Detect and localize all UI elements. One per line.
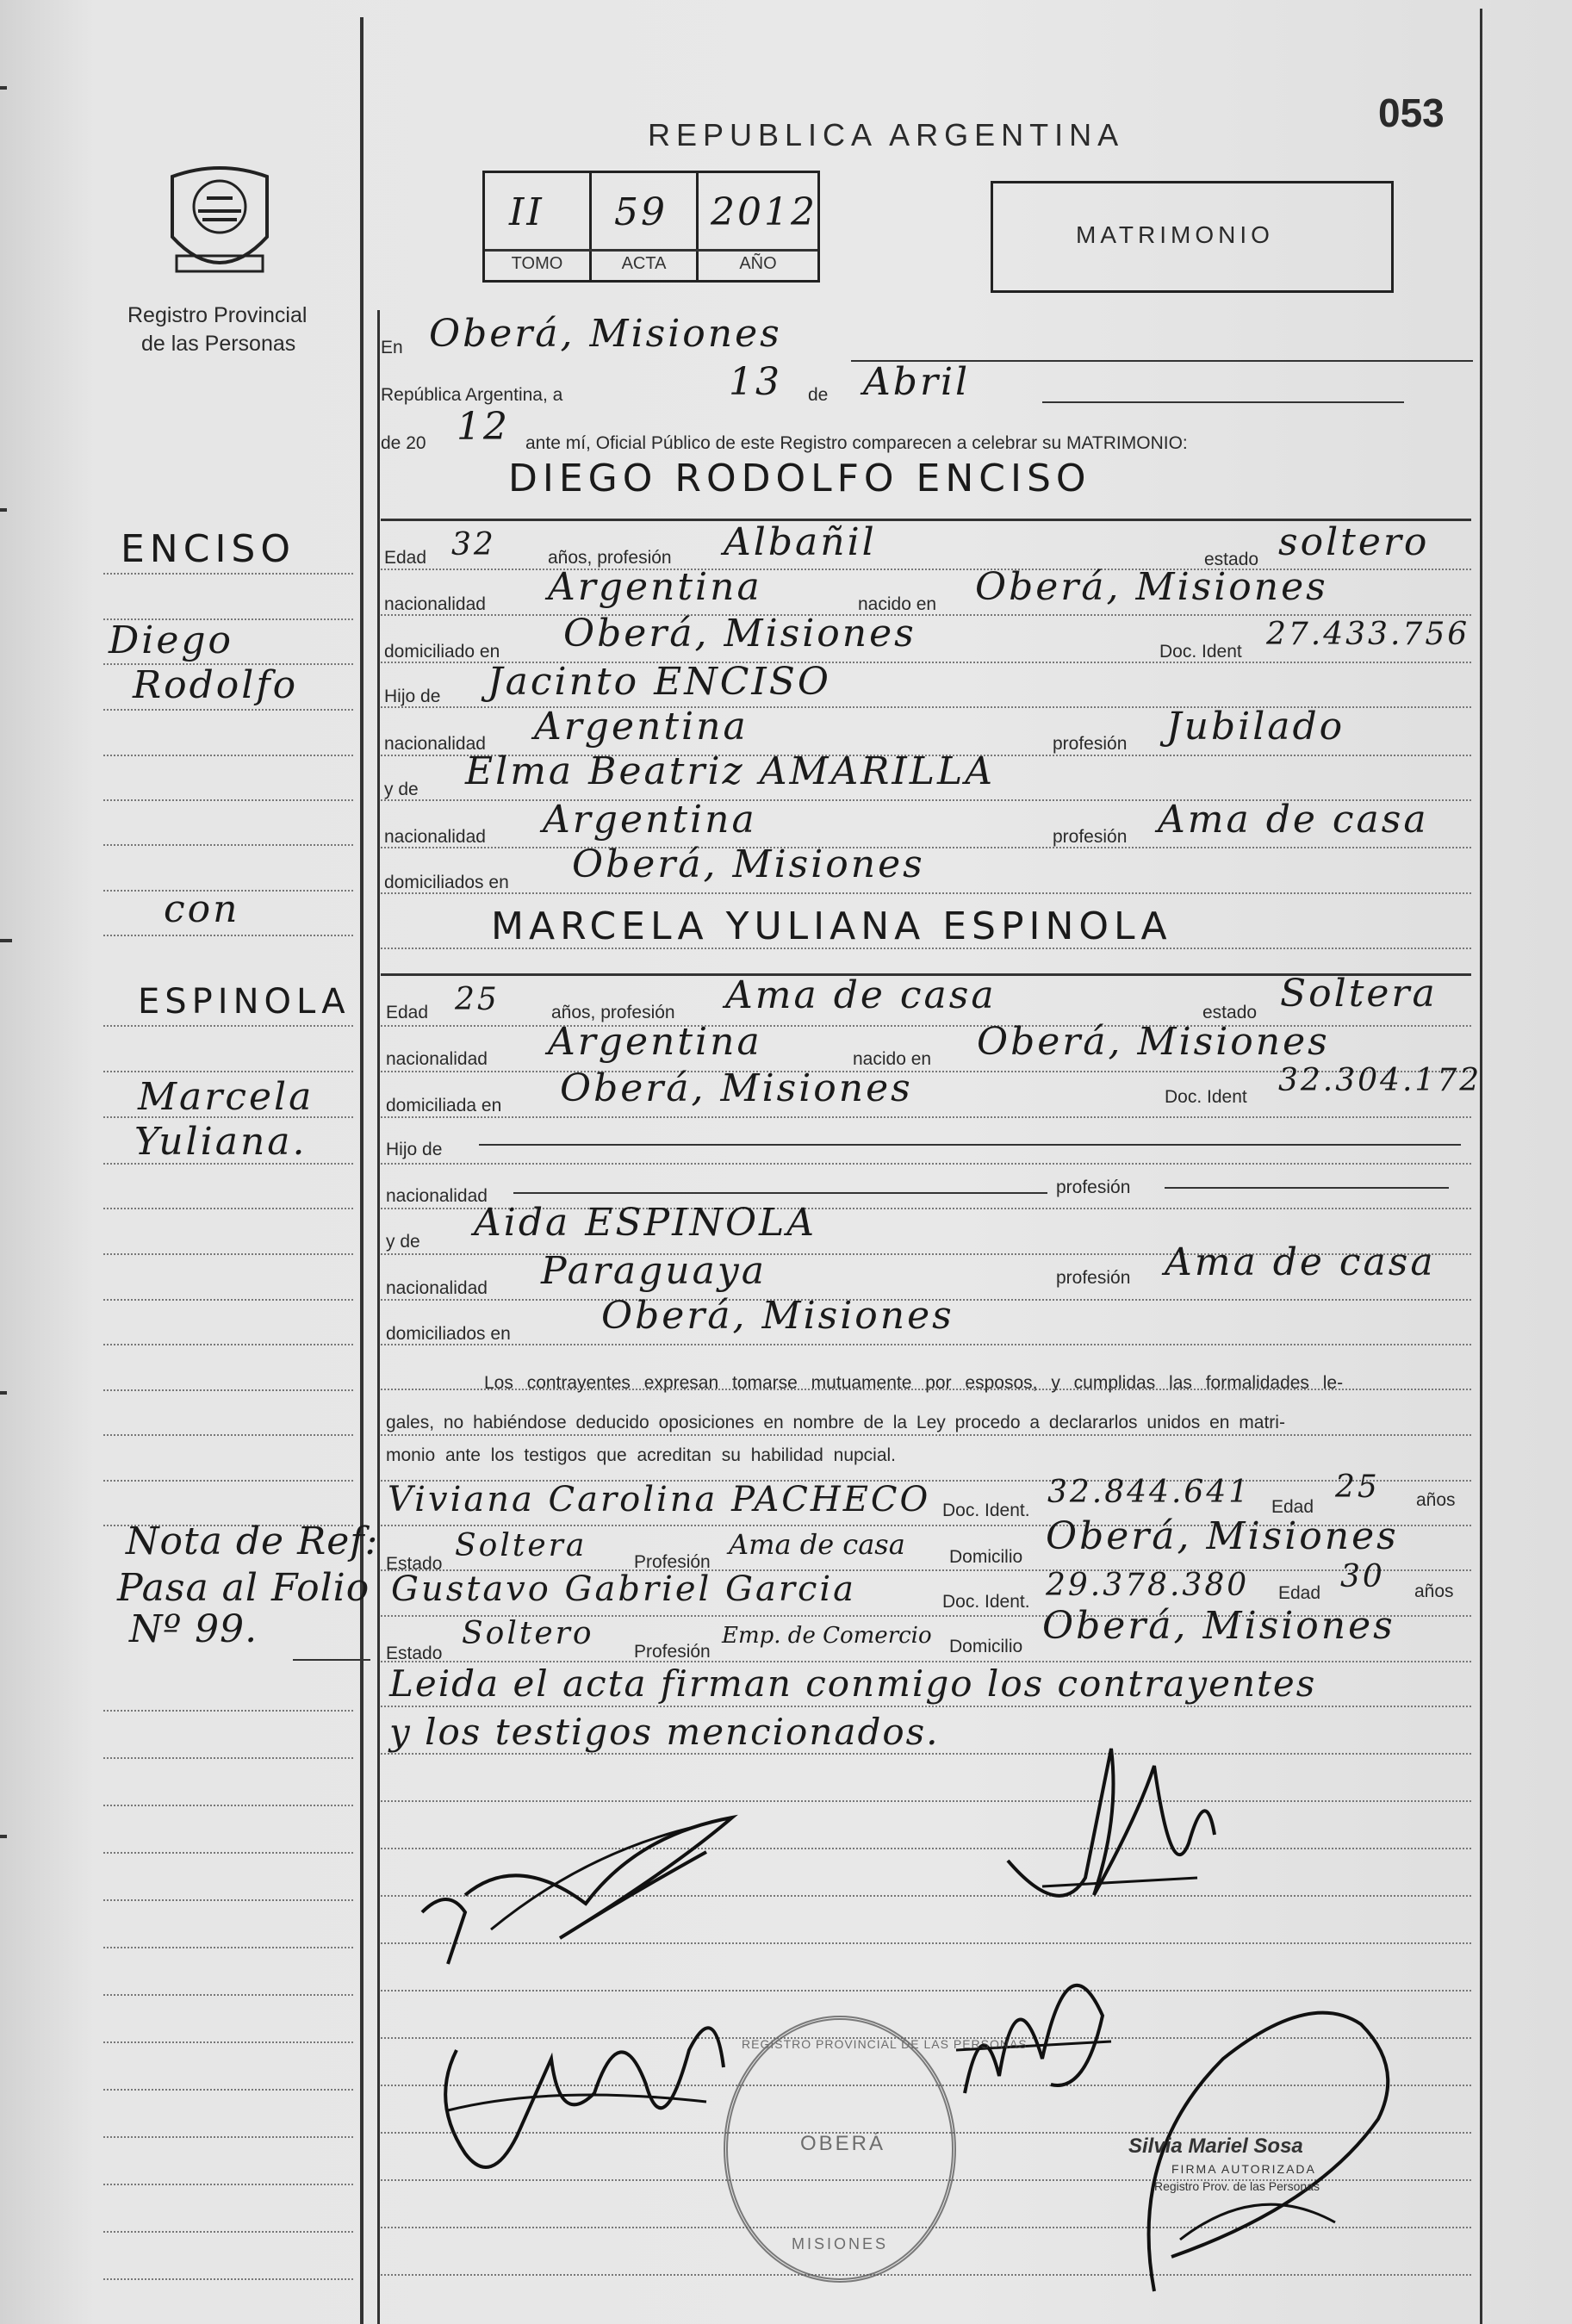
bride-doc-number: 32.304.172 xyxy=(1278,1063,1482,1098)
margin-note-line2: Pasa al Folio xyxy=(117,1566,370,1610)
tomo-value: II xyxy=(509,190,544,234)
tomo-label: TOMO xyxy=(511,254,563,273)
witness2-name: Gustavo Gabriel Garcia xyxy=(391,1569,857,1609)
groom-profession: Albañil xyxy=(724,520,877,564)
bride-age: 25 xyxy=(455,982,500,1017)
registry-name-line1: Registro Provincial xyxy=(127,303,308,327)
intro-text: ante mí, Oficial Público de este Registro comparecen a celebrar su MATRIMONIO: xyxy=(525,433,1188,453)
groom-birthplace: Oberá, Misiones xyxy=(975,565,1328,609)
bride-mother: Aida ESPINOLA xyxy=(474,1201,817,1245)
signature-witness1 xyxy=(422,1981,732,2205)
acta-value: 59 xyxy=(614,190,668,234)
stamp-center-text: OBERÁ xyxy=(800,2132,886,2155)
provincial-seal-logo xyxy=(164,159,276,289)
groom-doc-label: Doc. Ident xyxy=(1159,642,1242,662)
groom-edad-label: Edad xyxy=(384,548,427,568)
stamp-bottom-text: MISIONES xyxy=(792,2235,889,2253)
bride-nationality: Argentina xyxy=(548,1020,762,1064)
witness1-name: Viviana Carolina PACHECO xyxy=(388,1480,931,1519)
witness2-residence: Oberá, Misiones xyxy=(1042,1604,1395,1648)
groom-residence: Oberá, Misiones xyxy=(563,612,916,656)
witness1-civil-status: Soltera xyxy=(455,1528,587,1563)
declaration-line1: Los contrayentes expresan tomarse mutuamente por esposos, y cumplidas las formalidades le- xyxy=(484,1373,1344,1393)
witness1-profesion-label: Profesión xyxy=(634,1552,711,1572)
groom-mother: Elma Beatriz AMARILLA xyxy=(465,749,996,793)
main-left-rule xyxy=(377,310,380,2324)
witness2-domicilio-label: Domicilio xyxy=(949,1637,1023,1656)
signature-groom xyxy=(413,1800,741,1973)
bride-nacido-label: nacido en xyxy=(853,1049,932,1069)
groom-nationality: Argentina xyxy=(548,565,762,609)
de-label: de xyxy=(808,385,829,405)
country-title: REPUBLICA ARGENTINA xyxy=(648,117,1125,152)
anio-label: AÑO xyxy=(739,254,777,273)
groom-estado-label: estado xyxy=(1204,550,1259,569)
anio-value: 2012 xyxy=(711,190,817,234)
groom-father-prof-label: profesión xyxy=(1053,734,1128,754)
margin-note-line3: Nº 99. xyxy=(129,1607,258,1651)
groom-father-profession: Jubilado xyxy=(1166,705,1345,749)
witness1-estado-label: Estado xyxy=(386,1554,443,1574)
witness2-doc-number: 29.378.380 xyxy=(1046,1568,1250,1603)
witness1-doc-number: 32.844.641 xyxy=(1047,1475,1252,1510)
groom-anios-label: años, profesión xyxy=(548,548,672,568)
bride-nacionalidad-label: nacionalidad xyxy=(386,1049,488,1069)
groom-domiciliado-label: domiciliado en xyxy=(384,642,500,662)
groom-father-nationality: Argentina xyxy=(534,705,749,749)
groom-mother-nationality: Argentina xyxy=(543,798,757,842)
bride-yde-label: y de xyxy=(386,1232,420,1252)
day: 13 xyxy=(729,360,782,404)
groom-father-nat-label: nacionalidad xyxy=(384,734,486,754)
signature-witness2 xyxy=(948,1921,1120,2128)
record-type-box xyxy=(991,181,1394,293)
official-stamp-line3: Registro Prov. de las Personas xyxy=(1154,2179,1320,2193)
con-label: con xyxy=(164,887,240,931)
witness2-age: 30 xyxy=(1340,1559,1385,1594)
margin-groom-surname: ENCISO xyxy=(121,527,295,571)
closing-line2: y los testigos mencionados. xyxy=(389,1711,940,1753)
bride-estado-label: estado xyxy=(1202,1003,1258,1022)
bride-parents-residence: Oberá, Misiones xyxy=(601,1294,954,1338)
stamp-ring-text: REGISTRO PROVINCIAL DE LAS PERSONAS xyxy=(742,2037,1028,2051)
witness1-profession: Ama de casa xyxy=(729,1528,905,1561)
official-stamp-line2: FIRMA AUTORIZADA xyxy=(1171,2162,1316,2176)
groom-full-name: DIEGO RODOLFO ENCISO xyxy=(508,457,1091,500)
groom-father: Jacinto ENCISO xyxy=(488,660,831,704)
groom-parents-dom-label: domiciliados en xyxy=(384,873,509,892)
witness1-anios-label: años xyxy=(1416,1490,1456,1510)
bride-father-nat-label: nacionalidad xyxy=(386,1186,488,1206)
official-stamp-name: Silvia Mariel Sosa xyxy=(1128,2134,1303,2158)
witness1-doc-label: Doc. Ident. xyxy=(942,1501,1030,1520)
groom-civil-status: soltero xyxy=(1278,520,1430,564)
margin-bride-surname: ESPINOLA xyxy=(138,982,351,1022)
bride-birthplace: Oberá, Misiones xyxy=(977,1020,1330,1064)
bride-parents-dom-label: domiciliados en xyxy=(386,1324,511,1344)
bride-mother-prof-label: profesión xyxy=(1056,1268,1131,1288)
witness1-edad-label: Edad xyxy=(1271,1497,1314,1517)
witness2-doc-label: Doc. Ident. xyxy=(942,1592,1030,1612)
groom-hijo-label: Hijo de xyxy=(384,687,441,706)
groom-mother-nat-label: nacionalidad xyxy=(384,827,486,847)
witness2-estado-label: Estado xyxy=(386,1644,443,1663)
bride-domiciliada-label: domiciliada en xyxy=(386,1096,502,1115)
bride-mother-nationality: Paraguaya xyxy=(541,1249,767,1293)
en-label: En xyxy=(381,338,403,357)
acta-label: ACTA xyxy=(621,254,667,273)
bride-father-prof-label: profesión xyxy=(1056,1178,1131,1197)
declaration-line3: monio ante los testigos que acreditan su habilidad nupcial. xyxy=(386,1445,897,1465)
bride-anios-label: años, profesión xyxy=(551,1003,675,1022)
groom-nacionalidad-label: nacionalidad xyxy=(384,594,486,614)
witness2-edad-label: Edad xyxy=(1278,1583,1321,1603)
tomo-acta-anio-box xyxy=(482,171,820,283)
signature-bride xyxy=(991,1714,1232,1938)
left-margin-rule xyxy=(360,17,363,2324)
registry-name-line2: de las Personas xyxy=(141,332,296,356)
bride-civil-status: Soltera xyxy=(1280,972,1438,1016)
witness2-civil-status: Soltero xyxy=(462,1616,594,1651)
margin-note-line1: Nota de Ref: xyxy=(126,1519,379,1563)
registry-stamp xyxy=(724,2016,1028,2283)
witness1-domicilio-label: Domicilio xyxy=(949,1547,1023,1567)
margin-groom-given2: Rodolfo xyxy=(133,663,299,707)
groom-age: 32 xyxy=(451,527,496,562)
year-suffix: 12 xyxy=(457,405,510,449)
year-label: de 20 xyxy=(381,433,426,453)
witness2-anios-label: años xyxy=(1414,1581,1454,1601)
margin-groom-given1: Diego xyxy=(109,618,234,662)
record-type-label: MATRIMONIO xyxy=(1076,221,1274,248)
bride-profession: Ama de casa xyxy=(725,973,997,1017)
witness1-age: 25 xyxy=(1335,1470,1380,1505)
bride-hijo-label: Hijo de xyxy=(386,1140,443,1159)
witness2-profesion-label: Profesión xyxy=(634,1642,711,1662)
groom-parents-residence: Oberá, Misiones xyxy=(572,842,925,886)
folio-number: 053 xyxy=(1378,90,1445,135)
bride-mother-nat-label: nacionalidad xyxy=(386,1278,488,1298)
groom-mother-prof-label: profesión xyxy=(1053,827,1128,847)
groom-yde-label: y de xyxy=(384,780,419,799)
witness2-profession: Emp. de Comercio xyxy=(722,1623,932,1649)
groom-doc-number: 27.433.756 xyxy=(1266,617,1470,652)
bride-full-name: MARCELA YULIANA ESPINOLA xyxy=(491,904,1172,948)
month: Abril xyxy=(863,360,971,404)
place: Oberá, Misiones xyxy=(429,312,782,356)
right-edge-rule xyxy=(1480,9,1482,2324)
republica-label: República Argentina, a xyxy=(381,385,563,405)
groom-mother-profession: Ama de casa xyxy=(1158,798,1429,842)
margin-bride-given1: Marcela xyxy=(138,1075,314,1119)
witness1-residence: Oberá, Misiones xyxy=(1046,1514,1399,1558)
bride-mother-profession: Ama de casa xyxy=(1165,1240,1436,1284)
bride-doc-label: Doc. Ident xyxy=(1165,1087,1247,1107)
declaration-line2: gales, no habiéndose deducido oposiciones en nombre de la Ley procedo a declararlos unidos en matri- xyxy=(386,1413,1285,1432)
bride-residence: Oberá, Misiones xyxy=(560,1066,913,1110)
groom-nacido-label: nacido en xyxy=(858,594,937,614)
bride-edad-label: Edad xyxy=(386,1003,429,1022)
closing-line1: Leida el acta firman conmigo los contrayentes xyxy=(389,1662,1317,1705)
margin-bride-given2: Yuliana. xyxy=(134,1120,308,1164)
